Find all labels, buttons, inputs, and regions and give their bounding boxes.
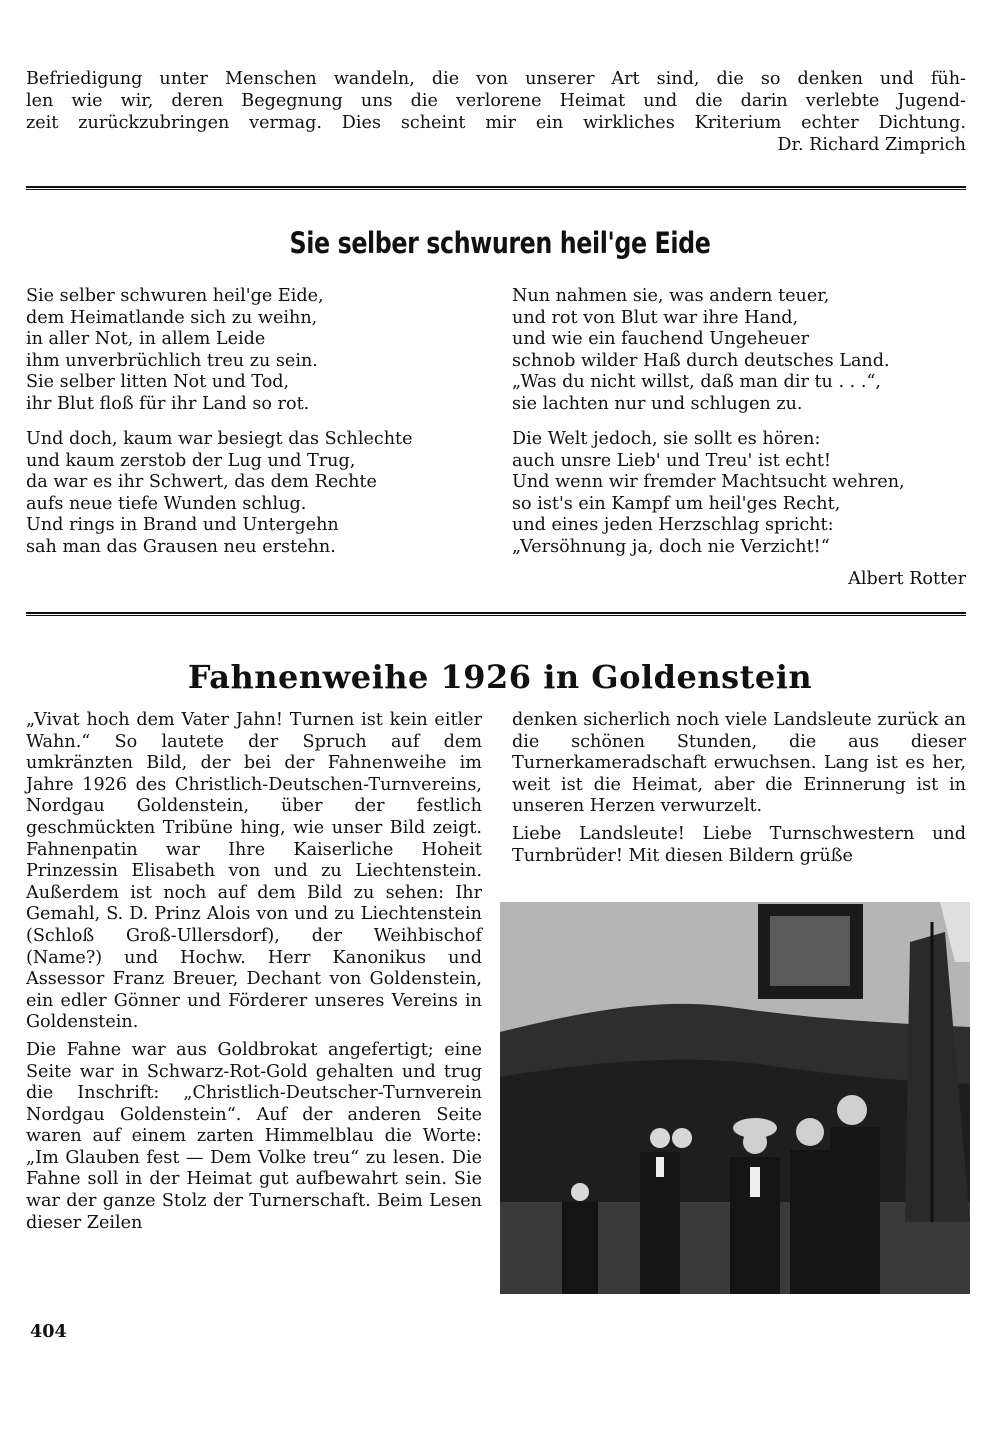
verse-line: sah man das Grausen neu erstehn. (26, 536, 336, 557)
verse-line: auch unsre Lieb' und Treu' ist echt! (512, 450, 832, 471)
verse-line: Sie selber schwuren heil'ge Eide, (26, 286, 324, 306)
verse-line: sie lachten nur und schlugen zu. (512, 393, 803, 414)
divider-rule (26, 186, 966, 190)
article-paragraph: Die Fahne war aus Goldbrokat angefertigt; eine Seite war in Schwarz-Rot-Gold gehalten und trug die Inschrift: „Christlich-Deutscher-Turnverein Nordgau Goldenstein“. Auf der anderen Seite waren auf einem zarten Himmelblau die Worte: „Im Glauben fest — Dem Volke treu“ zu lesen. Die Fahne soll in der Heimat gut aufbewahrt sein. Sie war der ganze Stolz der Turnerschaft. Beim Lesen dieser Zeilen (26, 1039, 482, 1233)
intro-line: Befriedigung unter Menschen wandeln, die von unserer Art sind, die so denken und füh- (26, 69, 966, 89)
intro-line: len wie wir, deren Begegnung uns die verlorene Heimat und die darin verlebte Jugend- (26, 91, 966, 111)
poem-title: Sie selber schwuren heil'ge Eide (289, 226, 711, 260)
article-paragraph: denken sicherlich noch viele Landsleute zurück an die schönen Stunden, die aus dieser Turnerkameradschaft erwuchsen. Lang ist es her, weit ist die Heimat, aber die Erinnerung ist in unseren Herzen verwurzelt. (512, 710, 966, 817)
article-paragraph: „Vivat hoch dem Vater Jahn! Turnen ist kein eitler Wahn.“ So lautete der Spruch auf dem umkränzten Bild, der bei der Fahnenweihe im Jahre 1926 des Christlich-Deutschen-Turnvereins, Nordgau Goldenstein, über der festlich geschmückten Tribüne hing, wie unser Bild zeigt. Fahnenpatin war Ihre Kaiserliche Hoheit Prinzessin Elisabeth von und zu Liechtenstein. Außerdem ist noch auf dem Bild zu sehen: Ihr Gemahl, S. D. Prinz Alois von und zu Liechtenstein (Schloß Groß-Ullersdorf), der Weihbischof (Name?) und Hochw. Herr Kanonikus und Assessor Franz Breuer, Dechant von Goldenstein, ein edler Gönner und Förderer unseres Vereins in Goldenstein. (26, 710, 482, 1033)
article-paragraph: Liebe Landsleute! Liebe Turnschwestern und Turnbrüder! Mit diesen Bildern grüße (512, 823, 966, 866)
verse-line: ihm unverbrüchlich treu zu sein. (26, 350, 318, 371)
poem-stanza-3 (512, 286, 890, 416)
page-number: 404 (30, 1321, 67, 1342)
verse-line: Nun nahmen sie, was andern teuer, (512, 286, 830, 306)
poem-author: Albert Rotter (848, 569, 966, 589)
poem-stanza-1 (26, 286, 324, 416)
verse-line: Die Welt jedoch, sie sollt es hören: (512, 429, 821, 449)
verse-line: „Versöhnung ja, doch nie Verzicht!“ (512, 536, 830, 557)
verse-line: Und wenn wir fremder Machtsucht wehren, (512, 472, 905, 493)
verse-line: Sie selber litten Not und Tod, (26, 372, 290, 393)
intro-author: Dr. Richard Zimprich (777, 135, 966, 155)
poem-stanza-4 (512, 429, 905, 559)
verse-line: da war es ihr Schwert, das dem Rechte (26, 472, 377, 493)
verse-line: dem Heimatlande sich zu weihn, (26, 307, 318, 328)
verse-line: und kaum zerstob der Lug und Trug, (26, 450, 356, 471)
verse-line: so ist's ein Kampf um heil'ges Recht, (512, 493, 841, 514)
verse-line: und rot von Blut war ihre Hand, (512, 307, 799, 328)
verse-line: aufs neue tiefe Wunden schlug. (26, 493, 307, 514)
verse-line: Und doch, kaum war besiegt das Schlechte (26, 429, 413, 449)
verse-line: und eines jeden Herzschlag spricht: (512, 515, 834, 536)
article-title: Fahnenweihe 1926 in Goldenstein (187, 658, 813, 696)
verse-line: schnob wilder Haß durch deutsches Land. (512, 350, 890, 371)
verse-line: und wie ein fauchend Ungeheuer (512, 329, 810, 350)
verse-line: Und rings in Brand und Untergehn (26, 515, 339, 536)
poem-stanza-2 (26, 429, 413, 559)
intro-line: zeit zurückzubringen vermag. Dies scheint mir ein wirkliches Kriterium echter Dichtung. (26, 113, 966, 133)
flag-consecration-photo (500, 902, 970, 1294)
article-column-left (26, 710, 482, 1234)
divider-rule (26, 612, 966, 616)
verse-line: ihr Blut floß für ihr Land so rot. (26, 393, 310, 414)
verse-line: in aller Not, in allem Leide (26, 329, 266, 350)
verse-line: „Was du nicht willst, daß man dir tu . . .“, (512, 372, 881, 393)
intro-text (26, 68, 966, 134)
photo-illustration (500, 902, 970, 1294)
article-column-right (512, 710, 966, 867)
